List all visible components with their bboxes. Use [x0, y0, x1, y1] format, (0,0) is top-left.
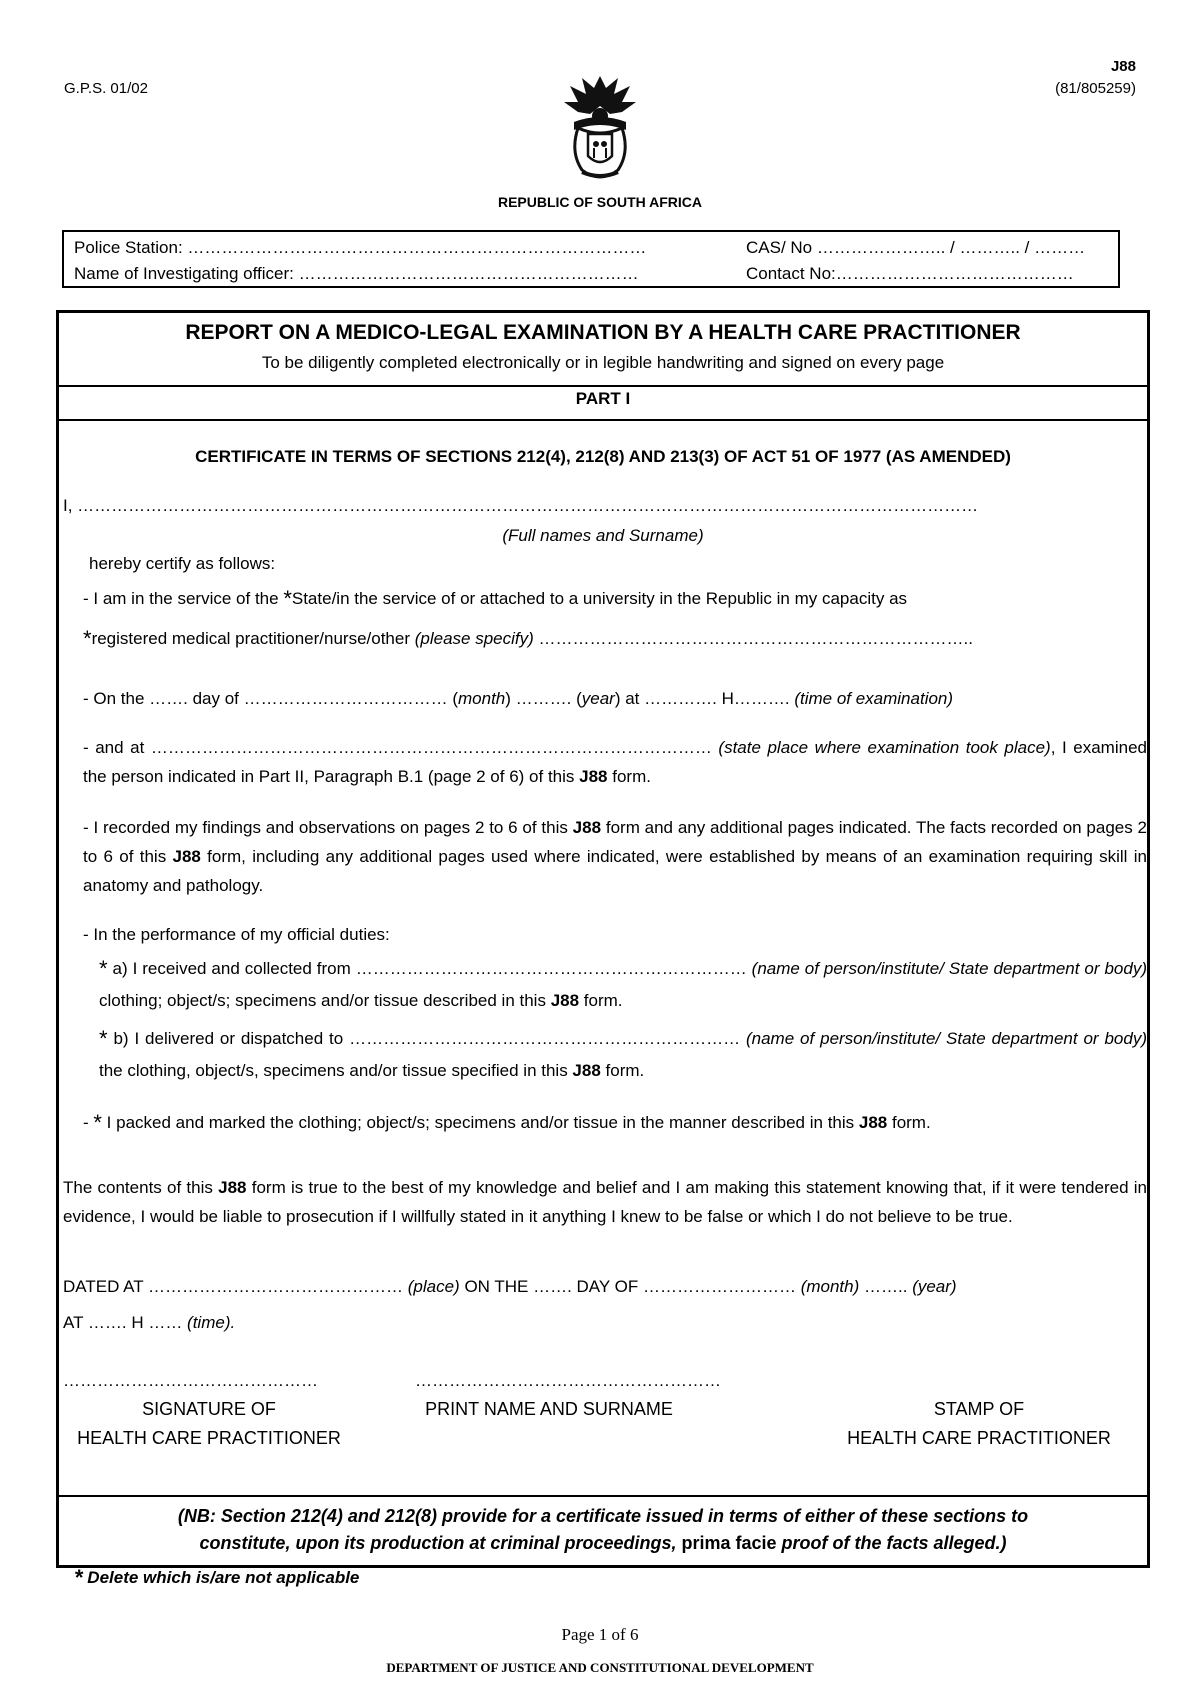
delete-note: * Delete which is/are not applicable	[74, 1565, 360, 1590]
gps-code: G.P.S. 01/02	[64, 80, 148, 97]
form-number	[1055, 56, 1136, 100]
contact-number-field[interactable]: Contact No:……………………………………	[746, 264, 1074, 283]
republic-heading: REPUBLIC OF SOUTH AFRICA	[497, 194, 703, 210]
stamp-label: STAMP OF HEALTH CARE PRACTITIONER	[847, 1399, 1111, 1448]
signature-label: SIGNATURE OF HEALTH CARE PRACTITIONER	[77, 1399, 341, 1448]
received-from-field[interactable]: * a) I received and collected from …………………………………………………………… (name of person/institute/ State department or body) clothing; object/s; specimens and/or tissue described in this J88 form.	[99, 956, 1148, 1010]
signature-line[interactable]: ………………………………………	[63, 1371, 318, 1390]
declaration-statement: The contents of this J88 form is true to the best of my knowledge and belief and I am making this statement knowing that, if it were tendered in evidence, I would be liable to prosecution if I willfully stated in it anything I knew to be false or which I do not believe to be true.	[63, 1178, 1147, 1226]
police-station-field[interactable]: Police Station: ………………………………………………………………………	[74, 238, 647, 257]
examination-place-field[interactable]: - and at ……………………………………………………………………………………… (state place where examination took place), I examined the person indicated in Part II, Paragraph B.1 (page 2 of 6) of this J88 form.	[83, 738, 1147, 786]
form-code: J88	[1110, 58, 1136, 75]
service-statement: - I am in the service of the *State/in the service of or attached to a university in the Republic in my capacity as	[83, 586, 908, 611]
full-name-caption: (Full names and Surname)	[502, 526, 704, 545]
findings-statement: - I recorded my findings and observations on pages 2 to 6 of this J88 form and any additional pages indicated. The facts recorded on pages 2 to 6 of this J88 form, including any additional pages used where indicated, were established by means of an examination requiring skill in anatomy and pathology.	[83, 818, 1147, 895]
department-footer: DEPARTMENT OF JUSTICE AND CONSTITUTIONAL DEVELOPMENT	[386, 1660, 814, 1675]
case-details-box	[62, 230, 1120, 288]
report-subtitle: To be diligently completed electronically or in legible handwriting and signed on every page	[261, 353, 945, 372]
certificate-heading: CERTIFICATE IN TERMS OF SECTIONS 212(4), 212(8) AND 213(3) OF ACT 51 OF 1977 (AS AMENDED)	[195, 447, 1011, 466]
report-title: REPORT ON A MEDICO-LEGAL EXAMINATION BY A HEALTH CARE PRACTITIONER	[185, 321, 1021, 344]
page-number: Page 1 of 6	[561, 1625, 639, 1644]
full-name-field[interactable]: I, ……………………………………………………………………………………………………………………………………………	[63, 496, 979, 515]
delivered-to-field[interactable]: * b) I delivered or dispatched to …………………………………………………………… (name of person/institute/ State department or body) the clothing, object/s, specimens and/or tissue specified in this J88 form.	[99, 1026, 1147, 1080]
time-field[interactable]: AT ……. H …… (time).	[63, 1313, 236, 1332]
certify-intro: hereby certify as follows:	[89, 554, 276, 573]
cas-number-field[interactable]: CAS/ No ………………….. / ……….. / ………	[746, 238, 1086, 257]
divider	[59, 385, 1147, 387]
capacity-field[interactable]: *registered medical practitioner/nurse/other (please specify) …………………………………………………………………..	[83, 626, 973, 651]
divider	[59, 419, 1147, 421]
coat-of-arms-icon	[560, 72, 640, 184]
nb-note: (NB: Section 212(4) and 212(8) provide for a certificate issued in terms of either of these sections to constitute, upon its production at criminal proceedings, prima facie proof of the facts alleged.)	[177, 1506, 1029, 1553]
packed-statement: - * I packed and marked the clothing; object/s; specimens and/or tissue in the manner described in this J88 form.	[83, 1110, 931, 1135]
print-name-line[interactable]: ………………………………………………	[415, 1371, 721, 1390]
duties-intro: - In the performance of my official duties:	[83, 925, 390, 944]
dated-at-field[interactable]: DATED AT ……………………………………… (place) ON THE ……. DAY OF ……………………… (month) …….. (year)	[63, 1277, 957, 1296]
part-heading: PART I	[575, 389, 631, 408]
form-reference: (81/805259)	[1055, 80, 1136, 97]
report-frame	[56, 310, 1150, 1568]
investigating-officer-field[interactable]: Name of Investigating officer: ……………………………………………………	[74, 264, 639, 283]
print-name-label: PRINT NAME AND SURNAME	[425, 1399, 673, 1419]
divider	[59, 1495, 1147, 1497]
examination-date-field[interactable]: - On the ……. day of ……………………………… (month) ………. (year) at …………. H………. (time of examination)	[83, 689, 954, 708]
